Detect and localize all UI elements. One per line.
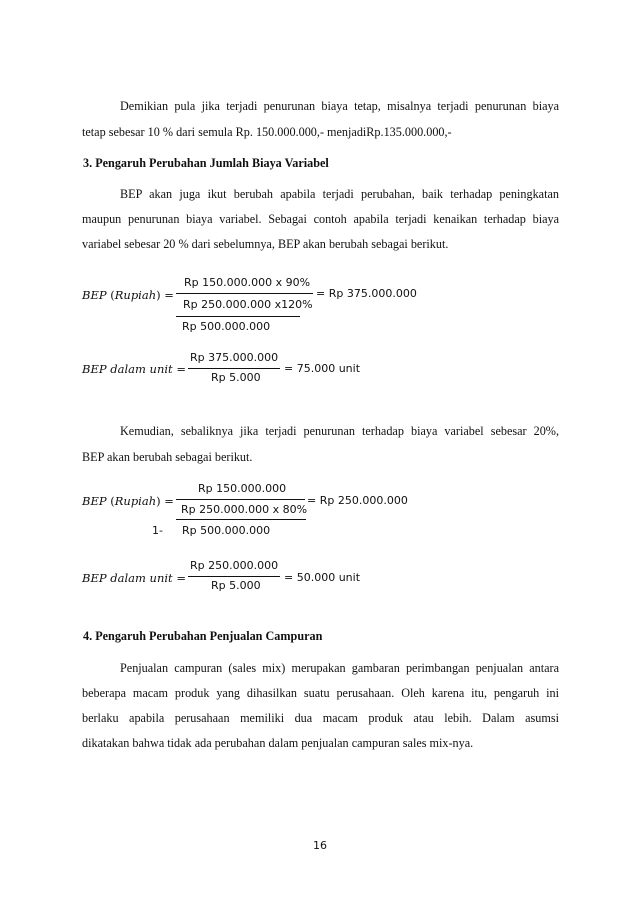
eq4-denominator: Rp 5.000 bbox=[211, 579, 261, 592]
eq3-result: = Rp 250.000.000 bbox=[307, 494, 408, 507]
eq3-inner-term: Rp 250.000.000 x 80% bbox=[181, 503, 308, 516]
eq2-lhs: BEP dalam unit = bbox=[82, 362, 186, 376]
eq1-fraction-bar-outer bbox=[176, 293, 313, 294]
eq3-one-minus: 1- bbox=[152, 524, 163, 537]
eq4-numerator: Rp 250.000.000 bbox=[190, 559, 279, 572]
eq2-fraction-bar bbox=[188, 368, 280, 369]
eq1-denominator: Rp 500.000.000 bbox=[182, 320, 271, 333]
eq1-lhs: BEP (Rupiah) = bbox=[82, 288, 174, 302]
eq1-result: = Rp 375.000.000 bbox=[316, 287, 417, 300]
section-3-para2-line-1: Kemudian, sebaliknya jika terjadi penurunan terhadap biaya variabel sebesar 20%, bbox=[120, 424, 559, 438]
section-4-para-line-4: dikatakan bahwa tidak ada perubahan dalam penjualan campuran sales mix-nya. bbox=[82, 736, 474, 750]
section-3-para1-line-1: BEP akan juga ikut berubah apabila terjadi perubahan, baik terhadap peningkatan bbox=[120, 187, 559, 201]
eq3-denominator: Rp 500.000.000 bbox=[182, 524, 271, 537]
intro-line-2: tetap sebesar 10 % dari semula Rp. 150.000.000,- menjadiRp.135.000.000,- bbox=[82, 125, 452, 139]
section-4-para-line-3: berlaku apabila perusahaan memiliki dua macam produk atau lebih. Dalam asumsi bbox=[82, 711, 559, 725]
section-4-heading: 4. Pengaruh Perubahan Penjualan Campuran bbox=[83, 629, 323, 643]
eq4-lhs: BEP dalam unit = bbox=[82, 571, 186, 585]
eq3-lhs: BEP (Rupiah) = bbox=[82, 494, 174, 508]
intro-line-1: Demikian pula jika terjadi penurunan biaya tetap, misalnya terjadi penurunan biaya bbox=[120, 99, 559, 113]
page-number: 16 bbox=[313, 839, 327, 852]
section-3-para1-line-2: maupun penurunan biaya variabel. Sebagai contoh apabila terjadi kenaikan terhadap biaya bbox=[82, 212, 559, 226]
eq1-inner-term: Rp 250.000.000 x120% bbox=[183, 298, 313, 311]
section-3-para1-line-3: variabel sebesar 20 % dari sebelumnya, BEP akan berubah sebagai berikut. bbox=[82, 237, 449, 251]
eq1-numerator: Rp 150.000.000 x 90% bbox=[184, 276, 311, 289]
section-4-para-line-1: Penjualan campuran (sales mix) merupakan gambaran perimbangan penjualan antara bbox=[120, 661, 559, 675]
eq2-denominator: Rp 5.000 bbox=[211, 371, 261, 384]
eq1-fraction-bar-inner bbox=[176, 316, 300, 317]
eq3-fraction-bar-inner bbox=[176, 519, 306, 520]
section-4-para-line-2: beberapa macam produk yang dihasilkan suatu perusahaan. Oleh karena itu, pengaruh ini bbox=[82, 686, 559, 700]
section-3-heading: 3. Pengaruh Perubahan Jumlah Biaya Variabel bbox=[83, 156, 329, 170]
eq4-fraction-bar bbox=[188, 576, 280, 577]
section-3-para2-line-2: BEP akan berubah sebagai berikut. bbox=[82, 450, 253, 464]
eq2-numerator: Rp 375.000.000 bbox=[190, 351, 279, 364]
eq3-numerator: Rp 150.000.000 bbox=[198, 482, 287, 495]
eq4-result: = 50.000 unit bbox=[284, 571, 361, 584]
eq2-result: = 75.000 unit bbox=[284, 362, 361, 375]
eq3-fraction-bar-outer bbox=[176, 499, 305, 500]
